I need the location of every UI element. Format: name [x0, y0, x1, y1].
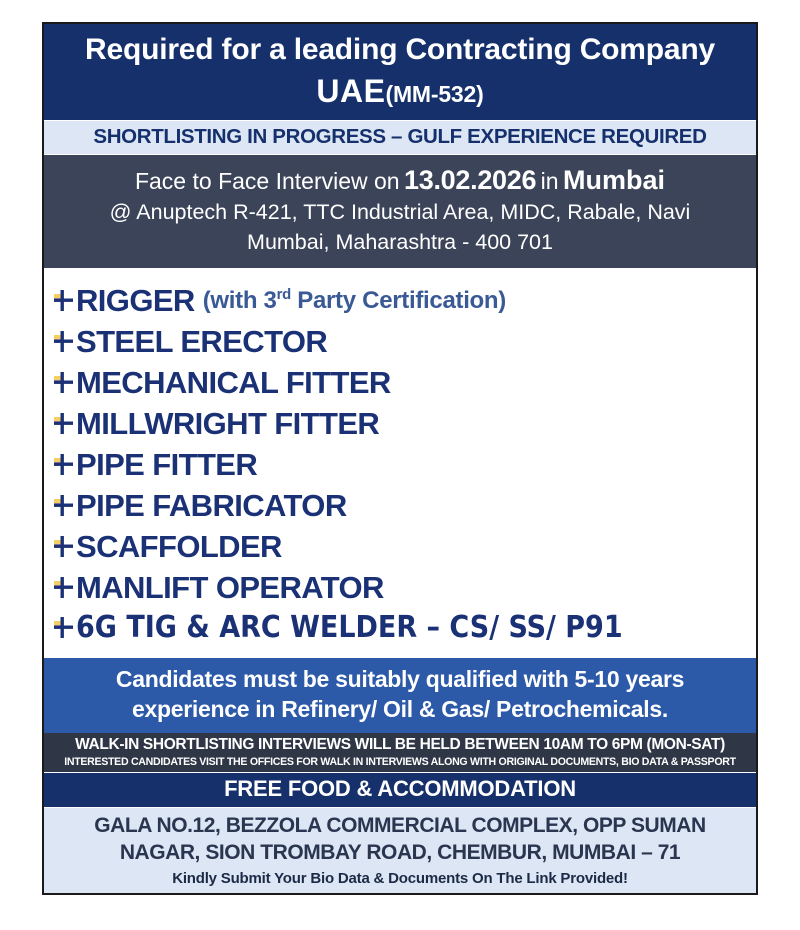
shortlisting-banner: SHORTLISTING IN PROGRESS – GULF EXPERIENCE REQUIRED [44, 120, 756, 155]
job-title: STEEL ERECTOR [76, 323, 328, 359]
interview-date-row [56, 163, 744, 199]
interview-date: 13.02.2026 [404, 164, 537, 195]
job-list-item [54, 446, 756, 482]
job-list-item [54, 364, 756, 400]
job-qualifier-note [203, 288, 506, 313]
cross-bullet-icon [54, 372, 73, 393]
job-list-item [54, 528, 756, 564]
cross-bullet-icon [54, 536, 73, 557]
cross-bullet-icon [54, 495, 73, 516]
job-advertisement-poster [42, 22, 758, 895]
office-address-block [44, 807, 756, 893]
header-headline: Required for a leading Contracting Company [85, 33, 715, 66]
cross-bullet-icon [54, 331, 73, 352]
interview-details-block [44, 155, 756, 268]
cross-bullet-icon [54, 454, 73, 475]
job-position-list [44, 268, 756, 657]
walkin-timing-block [44, 733, 756, 772]
country-label: UAE [316, 72, 386, 109]
job-list-item [54, 569, 756, 605]
job-title: PIPE FITTER [76, 446, 258, 482]
job-list-item [54, 405, 756, 441]
cross-bullet-icon [54, 413, 73, 434]
job-title: MECHANICAL FITTER [76, 364, 391, 400]
job-title: PIPE FABRICATOR [76, 487, 347, 523]
qualification-requirement-block [44, 657, 756, 734]
job-note-superscript: rd [276, 286, 291, 303]
job-note-tail: Party Certification) [290, 286, 506, 314]
job-title: 6G TIG & ARC WELDER – CS/ SS/ P91 [76, 609, 623, 645]
office-address-line-2: NAGAR, SION TROMBAY ROAD, CHEMBUR, MUMBAI – 71 [119, 841, 681, 865]
poster-header [44, 24, 756, 120]
job-list-item [54, 323, 756, 359]
interview-city: Mumbai [563, 164, 666, 195]
job-title: SCAFFOLDER [76, 528, 282, 564]
free-food-banner: FREE FOOD & ACCOMMODATION [44, 772, 756, 807]
qualification-line-1: Candidates must be suitably qualified with 5-10 years [115, 665, 685, 692]
job-title: RIGGER [76, 282, 195, 318]
walkin-documents-note: INTERESTED CANDIDATES VISIT THE OFFICES FOR WALK IN INTERVIEWS ALONG WITH ORIGINAL DOCUMENTS, BIO DATA & PASSPORT [64, 756, 736, 769]
job-list-item [54, 609, 756, 645]
cross-bullet-icon [54, 577, 73, 598]
job-note-head: (with 3 [202, 286, 277, 314]
interview-venue-line-1: @ Anuptech R-421, TTC Industrial Area, MIDC, Rabale, Navi [109, 200, 691, 225]
interview-venue-line-2: Mumbai, Maharashtra - 400 701 [247, 229, 553, 254]
office-address-line-1: GALA NO.12, BEZZOLA COMMERCIAL COMPLEX, OPP SUMAN [94, 814, 706, 838]
job-list-item [54, 487, 756, 523]
submit-biodata-note: Kindly Submit Your Bio Data & Documents On The Link Provided! [172, 870, 628, 887]
header-country-row [54, 74, 746, 109]
walkin-timing-text: WALK-IN SHORTLISTING INTERVIEWS WILL BE HELD BETWEEN 10AM TO 6PM (MON-SAT) [75, 736, 725, 754]
interview-in-word: in [540, 167, 559, 194]
reference-code: (MM-532) [385, 80, 484, 107]
job-title: MILLWRIGHT FITTER [76, 405, 380, 441]
qualification-line-2: experience in Refinery/ Oil & Gas/ Petrochemicals. [132, 696, 668, 723]
job-title: MANLIFT OPERATOR [76, 569, 384, 605]
cross-bullet-icon [54, 290, 73, 311]
interview-prefix: Face to Face Interview on [134, 167, 400, 194]
job-list-item [54, 282, 756, 318]
cross-bullet-icon [54, 617, 73, 638]
